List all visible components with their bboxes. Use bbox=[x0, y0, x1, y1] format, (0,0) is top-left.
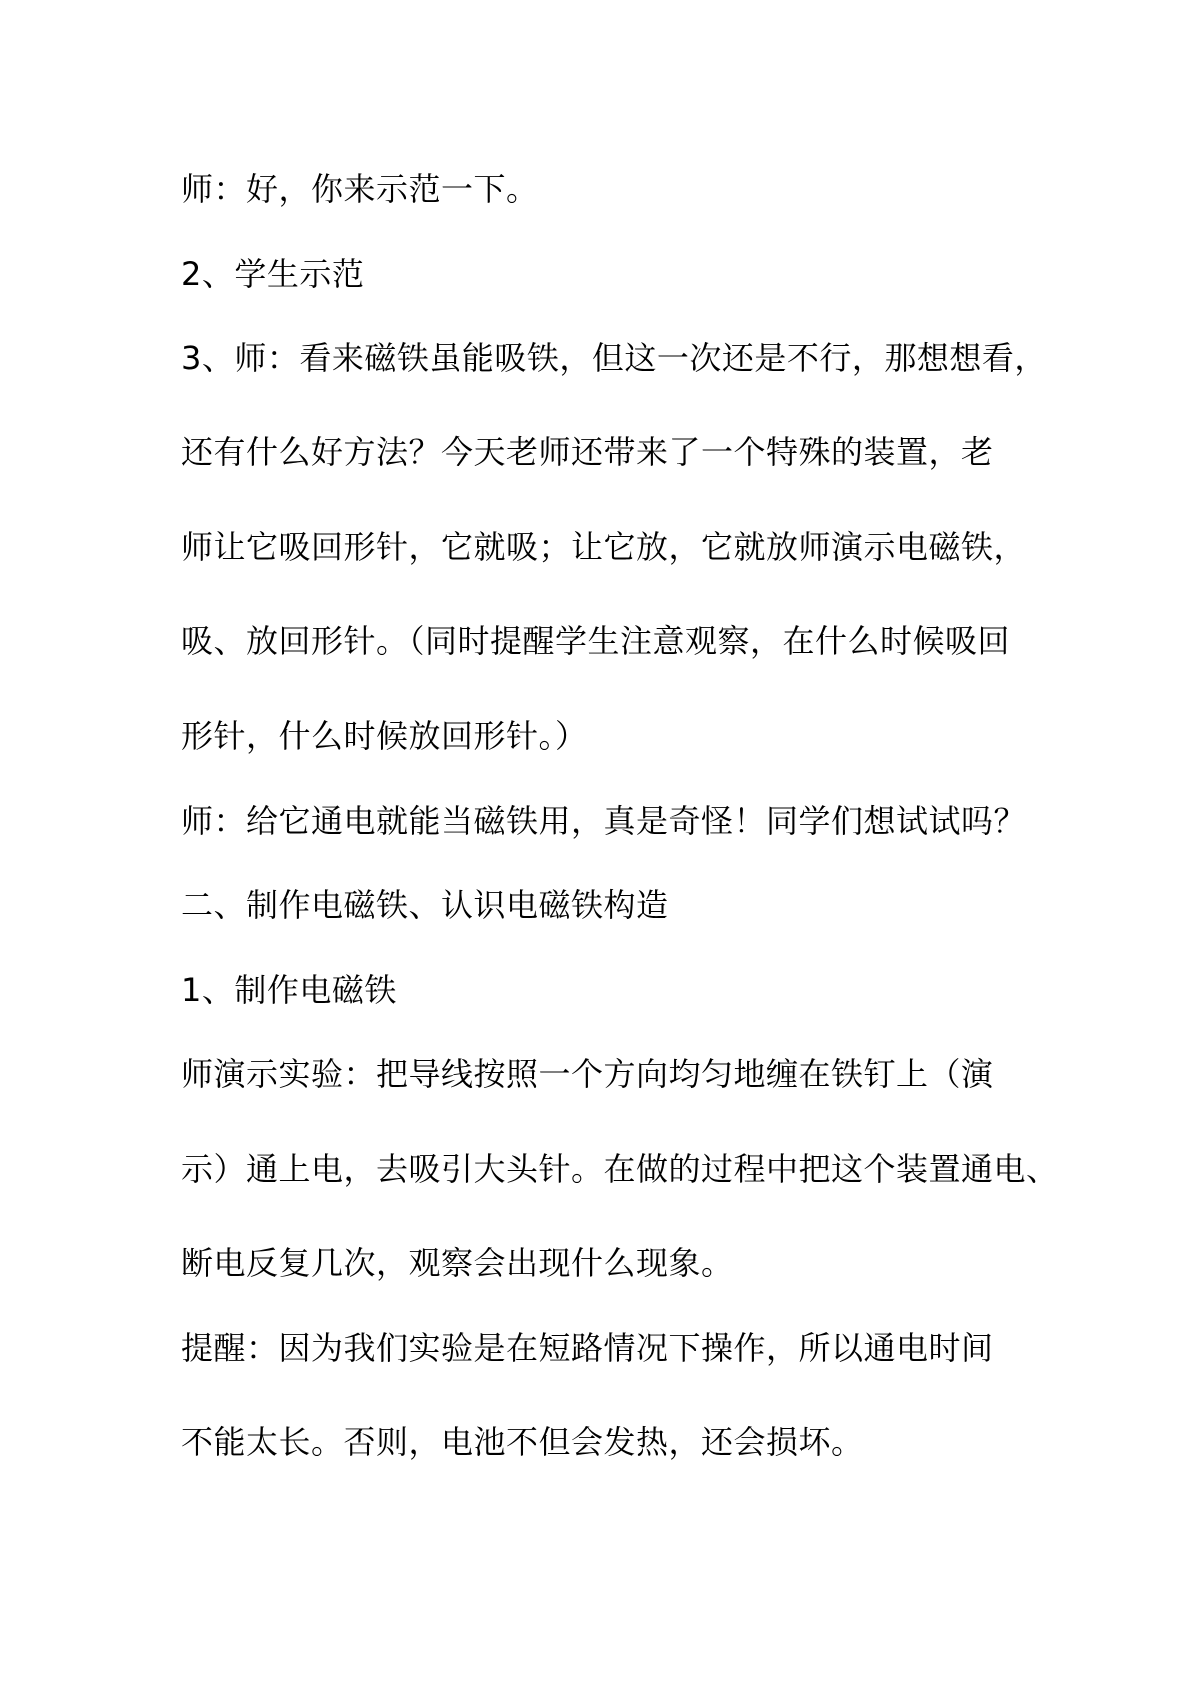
section-heading: 二、制作电磁铁、认识电磁铁构造 bbox=[181, 886, 669, 924]
text-line: 形针，什么时候放回形针。） bbox=[181, 717, 588, 755]
text-line: 2、学生示范 bbox=[181, 255, 365, 293]
text-line: 3、师：看来磁铁虽能吸铁，但这一次还是不行，那想想看， bbox=[181, 339, 1047, 377]
text-line: 断电反复几次，观察会出现什么现象。 bbox=[181, 1244, 734, 1282]
text-line: 师：给它通电就能当磁铁用，真是奇怪！同学们想试试吗？ bbox=[181, 802, 1027, 840]
subsection-heading: 1、制作电磁铁 bbox=[181, 971, 397, 1009]
text-line: 示）通上电，去吸引大头针。在做的过程中把这个装置通电、 bbox=[181, 1150, 1059, 1188]
text-line: 吸、放回形针。（同时提醒学生注意观察，在什么时候吸回 bbox=[181, 622, 1011, 660]
text-line: 还有什么好方法？今天老师还带来了一个特殊的装置，老 bbox=[181, 433, 994, 471]
text-line: 师演示实验：把导线按照一个方向均匀地缠在铁钉上（演 bbox=[181, 1055, 994, 1093]
text-line: 师：好，你来示范一下。 bbox=[181, 170, 539, 208]
text-line: 不能太长。否则，电池不但会发热，还会损坏。 bbox=[181, 1423, 864, 1461]
text-line: 提醒：因为我们实验是在短路情况下操作，所以通电时间 bbox=[181, 1329, 994, 1367]
text-line: 师让它吸回形针，它就吸；让它放，它就放师演示电磁铁， bbox=[181, 528, 1027, 566]
